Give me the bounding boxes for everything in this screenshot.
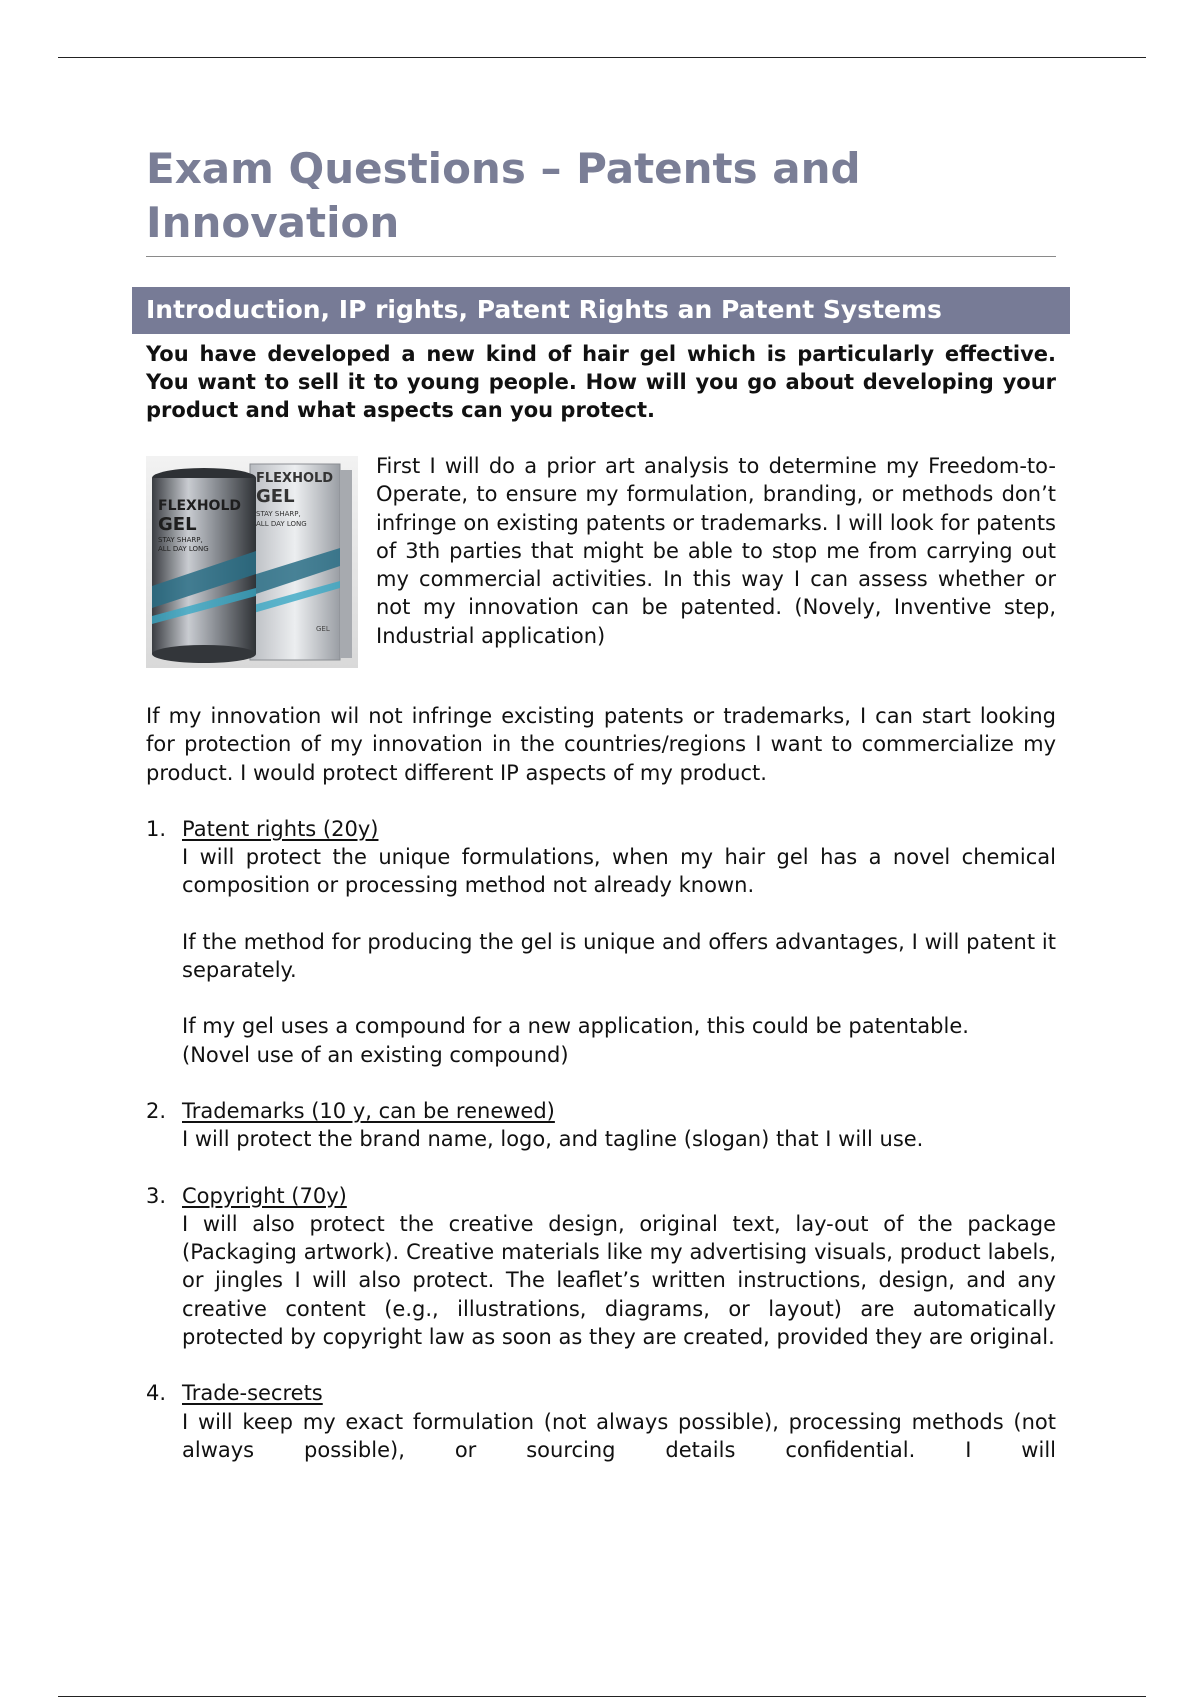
- list-item-copyright: [146, 1182, 1056, 1352]
- list-item-title: Trade-secrets: [182, 1381, 323, 1406]
- list-item-paragraph: I will keep my exact formulation (not always possible), processing methods (not always possible), or sourcing details confidential. I will: [182, 1409, 1056, 1462]
- section-heading: Introduction, IP rights, Patent Rights an Patent Systems: [132, 287, 1070, 334]
- can-brand-text: FLEXHOLD: [158, 498, 242, 514]
- can-tagline-1: STAY SHARP,: [158, 536, 203, 544]
- box-net-label: GEL: [316, 625, 330, 633]
- intro-block: [146, 452, 1056, 674]
- list-item-paragraph: I will also protect the creative design, original text, lay-out of the package (Packaging artwork). Creative materials like my advertising visuals, product labels, or jingles I will also protect. The leaflet’s written instructions, design, and any creative content (e.g., illustrations, diagrams, or layout) are automatically protected by copyright law as soon as they are created, provided they are original.: [182, 1211, 1056, 1350]
- hair-gel-product-image: [146, 456, 358, 668]
- document-page: [146, 142, 1056, 1492]
- page-title: Exam Questions – Patents and Innovation: [146, 142, 1056, 257]
- list-item-trademarks: [146, 1097, 1056, 1154]
- header-rule: [58, 57, 1146, 58]
- list-item-title: Copyright (70y): [182, 1183, 347, 1208]
- box-product-text: GEL: [256, 486, 295, 507]
- list-item-patent-rights: [146, 815, 1056, 1069]
- list-number: 3.: [146, 1183, 167, 1208]
- list-item-paragraph: (Novel use of an existing compound): [182, 1042, 569, 1067]
- exam-question: You have developed a new kind of hair gel which is particularly effective. You want to sell it to young people. How will you go about developing your product and what aspects can you protect.: [146, 342, 1056, 422]
- intro-paragraph: First I will do a prior art analysis to determine my Freedom-to-Operate, to ensure my formulation, branding, or methods don’t infringe on existing patents or trademarks. I will look for patents of 3th parties that might be able to stop me from carrying out my commercial activities. In this way I can assess whether or not my innovation can be patented. (Novely, Inventive step, Industrial application): [376, 454, 1056, 648]
- list-item-title: Trademarks (10 y, can be renewed): [182, 1098, 555, 1123]
- list-item-trade-secrets: [146, 1379, 1056, 1464]
- body-paragraph: If my innovation wil not infringe excisting patents or trademarks, I can start looking for protection of my innovation in the countries/regions I want to commercialize my product. I would protect different IP aspects of my product.: [146, 704, 1056, 785]
- box-brand-text: FLEXHOLD: [256, 471, 334, 486]
- list-item-paragraph: I will protect the brand name, logo, and tagline (slogan) that I will use.: [182, 1127, 924, 1152]
- list-item-title: Patent rights (20y): [182, 816, 379, 841]
- box-tagline-2: ALL DAY LONG: [256, 520, 307, 528]
- list-number: 4.: [146, 1381, 167, 1406]
- box-tagline-1: STAY SHARP,: [256, 510, 301, 518]
- footer-rule: [58, 1696, 1146, 1697]
- list-number: 2.: [146, 1098, 167, 1123]
- ip-aspects-list: [146, 815, 1056, 1464]
- list-item-paragraph: If the method for producing the gel is unique and offers advantages, I will patent it separately.: [182, 929, 1056, 983]
- can-tagline-2: ALL DAY LONG: [158, 545, 209, 553]
- list-item-paragraph: I will protect the unique formulations, when my hair gel has a novel chemical composition or processing method not already known.: [182, 845, 1056, 898]
- can-product-text: GEL: [158, 514, 197, 535]
- list-item-paragraph: If my gel uses a compound for a new application, this could be patentable.: [182, 1014, 969, 1039]
- list-number: 1.: [146, 816, 167, 841]
